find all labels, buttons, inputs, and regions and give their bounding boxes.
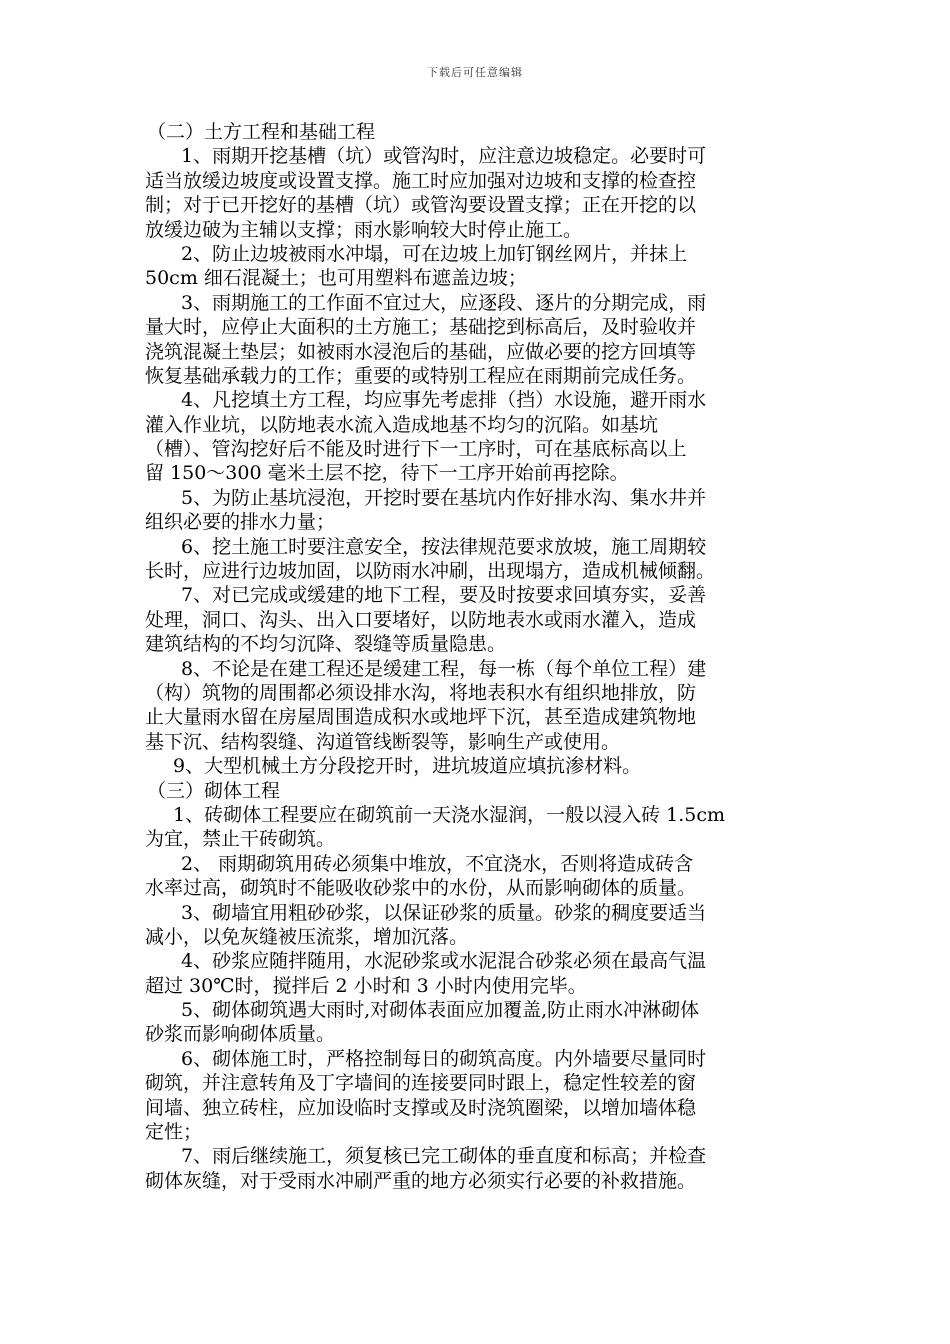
paragraph-line: 处理，洞口、沟头、出入口要堵好，以防地表水或雨水灌入，造成 (145, 608, 697, 631)
paragraph-line: 超过 30℃时，搅拌后 2 小时和 3 小时内使用完毕。 (145, 974, 587, 997)
paragraph-line: 制；对于已开挖好的基槽（坑）或管沟要设置支撑；正在开挖的以 (145, 194, 697, 217)
paragraph-line: 建筑结构的不均匀沉降、裂缝等质量隐患。 (145, 633, 507, 656)
paragraph-line: 长时，应进行边坡加固，以防雨水冲刷，出现塌方，造成机械倾翻。 (145, 560, 716, 583)
section-heading: （二）土方工程和基础工程 (147, 121, 376, 143)
paragraph-line: 减小，以免灰缝被压流浆，增加沉落。 (145, 925, 469, 948)
paragraph-line: 适当放缓边坡度或设置支撑。施工时应加强对边坡和支撑的检查控 (145, 169, 697, 192)
paragraph-line: 组织必要的排水力量； (145, 511, 336, 534)
paragraph-line: 2、防止边坡被雨水冲塌，可在边坡上加钉钢丝网片，并抹上 (181, 242, 688, 265)
paragraph-line: 5、为防止基坑浸泡，开挖时要在基坑内作好排水沟、集水井并 (181, 486, 707, 509)
paragraph-line: 4、凡挖填土方工程，均应事先考虑排（挡）水设施，避开雨水 (181, 389, 707, 412)
paragraph-line: 恢复基础承载力的工作；重要的或特别工程应在雨期前完成任务。 (145, 364, 697, 387)
paragraph-line: （槽）、管沟挖好后不能及时进行下一工序时，可在基底标高以上 (145, 438, 687, 461)
paragraph-line: 砌筑，并注意转角及丁字墙间的连接要同时跟上，稳定性较差的窗 (145, 1072, 697, 1095)
page-header: 下载后可任意编辑 (427, 66, 523, 79)
paragraph-line: 7、雨后继续施工，须复核已完工砌体的垂直度和标高；并检查 (181, 1145, 707, 1168)
paragraph-line: 为宜，禁止干砖砌筑。 (145, 828, 336, 851)
paragraph-line: 砂浆而影响砌体质量。 (145, 1023, 336, 1046)
paragraph-line: 放缓边破为主辅以支撑；雨水影响较大时停止施工。 (145, 218, 583, 241)
paragraph-line: （构）筑物的周围都必须设排水沟，将地表积水有组织地排放，防 (145, 681, 697, 704)
paragraph-line: 5、砌体砌筑遇大雨时,对砌体表面应加覆盖,防止雨水冲淋砌体 (181, 999, 700, 1022)
document-body (145, 120, 810, 1193)
paragraph-line: 间墙、独立砖柱，应加设临时支撑或及时浇筑圈梁，以增加墙体稳 (145, 1096, 697, 1119)
paragraph-line: 留 150～300 毫米土层不挖，待下一工序开始前再挖除。 (145, 462, 629, 485)
section-heading: （三）砌体工程 (147, 779, 281, 802)
paragraph-line: 1、砖砌体工程要应在砌筑前一天浇水湿润，一般以浸入砖 1.5cm (173, 803, 726, 826)
paragraph-line: 8、不论是在建工程还是缓建工程，每一栋（每个单位工程）建 (181, 657, 707, 680)
paragraph-line: 3、砌墙宜用粗砂砂浆，以保证砂浆的质量。砂浆的稠度要适当 (181, 901, 707, 924)
paragraph-line: 灌入作业坑，以防地表水流入造成地基不均匀的沉陷。如基坑 (145, 413, 659, 436)
paragraph-line: 定性； (145, 1121, 203, 1144)
paragraph-line: 6、挖土施工时要注意安全，按法律规范要求放坡，施工周期较 (181, 535, 707, 558)
paragraph-line: 2、 雨期砌筑用砖必须集中堆放，不宜浇水，否则将造成砖含 (181, 852, 694, 875)
paragraph-line: 基下沉、结构裂缝、沟道管线断裂等，影响生产或使用。 (145, 730, 621, 753)
paragraph-line: 50cm 细石混凝土；也可用塑料布遮盖边坡； (145, 267, 527, 290)
paragraph-line: 浇筑混凝土垫层；如被雨水浸泡后的基础，应做必要的挖方回填等 (145, 340, 697, 363)
paragraph-line: 6、砌体施工时，严格控制每日的砌筑高度。内外墙要尽量同时 (181, 1047, 707, 1070)
paragraph-line: 1、雨期开挖基槽（坑）或管沟时，应注意边坡稳定。必要时可 (181, 145, 707, 168)
paragraph-line: 7、对已完成或缓建的地下工程，要及时按要求回填夯实，妥善 (181, 584, 707, 607)
paragraph-line: 9、大型机械土方分段挖开时，进坑坡道应填抗渗材料。 (173, 755, 642, 778)
paragraph-line: 水率过高，砌筑时不能吸收砂浆中的水份，从而影响砌体的质量。 (145, 877, 697, 900)
paragraph-line: 砌体灰缝，对于受雨水冲刷严重的地方必须实行必要的补救措施。 (145, 1169, 697, 1192)
paragraph-line: 量大时，应停止大面积的土方施工；基础挖到标高后，及时验收并 (145, 316, 697, 339)
paragraph-line: 止大量雨水留在房屋周围造成积水或地坪下沉，甚至造成建筑物地 (145, 706, 697, 729)
paragraph-line: 4、砂浆应随拌随用，水泥砂浆或水泥混合砂浆必须在最高气温 (181, 950, 707, 973)
paragraph-line: 3、雨期施工的工作面不宜过大，应逐段、逐片的分期完成，雨 (181, 291, 707, 314)
